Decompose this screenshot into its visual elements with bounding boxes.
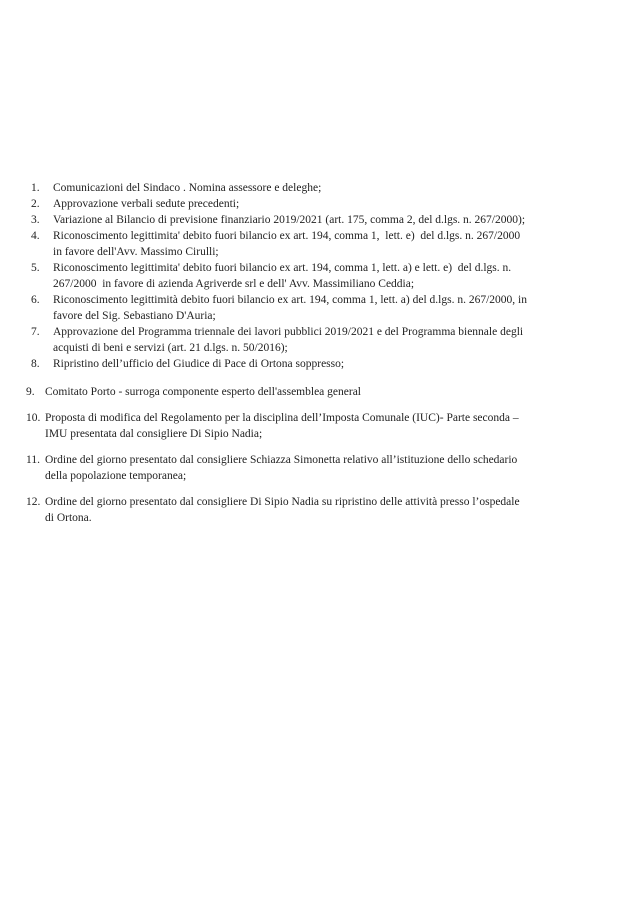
- item-text: [53, 212, 621, 228]
- item-text: [53, 356, 621, 372]
- item-line: in favore dell'Avv. Massimo Cirulli;: [53, 246, 219, 258]
- item-line: 267/2000 in favore di azienda Agriverde srl e dell' Avv. Massimiliano Ceddia;: [53, 278, 415, 290]
- item-text: [53, 228, 621, 260]
- item-text: [45, 452, 622, 484]
- item-line: Ordine del giorno presentato dal consigliere Schiazza Simonetta relativo all’istituzione dello schedario: [45, 454, 518, 466]
- list-item-9: [26, 384, 622, 400]
- item-text: [53, 292, 621, 324]
- item-number: 8.: [31, 358, 40, 370]
- item-text: [45, 410, 622, 442]
- item-number: 12.: [26, 496, 41, 508]
- item-line: acquisti di beni e servizi (art. 21 d.lgs. n. 50/2016);: [53, 342, 288, 354]
- item-line: Variazione al Bilancio di previsione finanziario 2019/2021 (art. 175, comma 2, del d.lgs. n. 267/2000);: [53, 214, 526, 226]
- item-number: 6.: [31, 294, 40, 306]
- item-line: favore del Sig. Sebastiano D'Auria;: [53, 310, 216, 322]
- item-line: Approvazione del Programma triennale dei lavori pubblici 2019/2021 e del Programma biennale degli: [53, 326, 524, 338]
- item-line: Ripristino dell’ufficio del Giudice di Pace di Ortona soppresso;: [53, 358, 345, 370]
- item-line: Riconoscimento legittimità debito fuori bilancio ex art. 194, comma 1, lett. a) del d.lgs. n. 267/2000, in: [53, 294, 527, 306]
- item-number: 1.: [31, 182, 40, 194]
- list-item-3: [31, 212, 621, 228]
- list-item-12: [26, 494, 622, 526]
- item-number: 5.: [31, 262, 40, 274]
- item-number: 7.: [31, 326, 40, 338]
- list-item-8: [31, 356, 621, 372]
- item-text: [45, 384, 622, 400]
- item-line: di Ortona.: [45, 512, 92, 524]
- item-number: 2.: [31, 198, 40, 210]
- item-text: [53, 180, 621, 196]
- list-item-10: [26, 410, 622, 442]
- item-line: della popolazione temporanea;: [45, 470, 187, 482]
- item-line: Comitato Porto - surroga componente esperto dell'assemblea general: [45, 386, 361, 398]
- item-line: Proposta di modifica del Regolamento per la disciplina dell’Imposta Comunale (IUC)- Parte seconda –: [45, 412, 519, 424]
- item-number: 10.: [26, 412, 41, 424]
- item-number: 11.: [26, 454, 40, 466]
- list-item-4: [31, 228, 621, 260]
- item-number: 9.: [26, 386, 35, 398]
- item-line: Approvazione verbali sedute precedenti;: [53, 198, 240, 210]
- item-text: [53, 196, 621, 212]
- list-item-6: [31, 292, 621, 324]
- list-item-2: [31, 196, 621, 212]
- item-line: Ordine del giorno presentato dal consigliere Di Sipio Nadia su ripristino delle attività presso l’ospedale: [45, 496, 520, 508]
- item-line: IMU presentata dal consigliere Di Sipio Nadia;: [45, 428, 263, 440]
- agenda-list-main: [31, 180, 621, 372]
- agenda-list-secondary: [26, 384, 622, 536]
- item-text: [53, 324, 621, 356]
- item-text: [53, 260, 621, 292]
- item-line: Riconoscimento legittimita' debito fuori bilancio ex art. 194, comma 1, lett. a) e lett. e) del d.lgs. n.: [53, 262, 512, 274]
- item-text: [45, 494, 622, 526]
- list-item-1: [31, 180, 621, 196]
- item-number: 4.: [31, 230, 40, 242]
- item-number: 3.: [31, 214, 40, 226]
- item-line: Comunicazioni del Sindaco . Nomina assessore e deleghe;: [53, 182, 322, 194]
- list-item-11: [26, 452, 622, 484]
- list-item-5: [31, 260, 621, 292]
- item-line: Riconoscimento legittimita' debito fuori bilancio ex art. 194, comma 1, lett. e) del d.lgs. n. 267/2000: [53, 230, 521, 242]
- list-item-7: [31, 324, 621, 356]
